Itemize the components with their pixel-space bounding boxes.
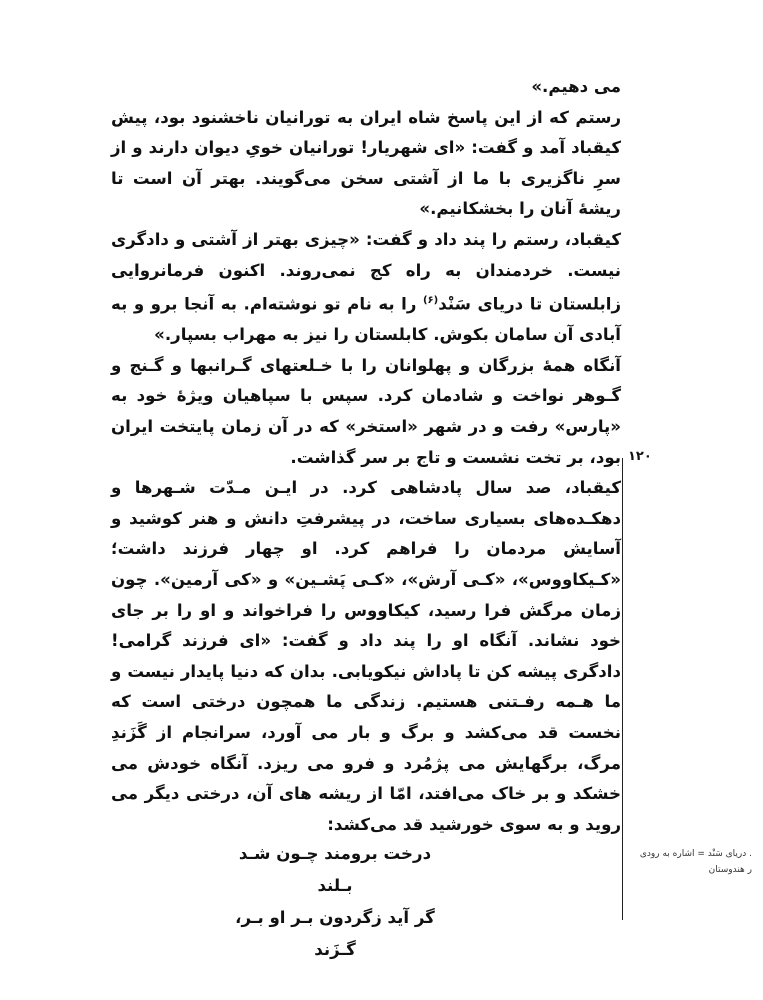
paragraph: آنگاه همهٔ بزرگان و پهلوانان را با خـلعتهای گـرانبها و گـنج و گـوهر نواخت و شادمان کرد. سپس با سپاهیان ویژهٔ خود به «پارس» رفت و در شهر «استخر» که در آن زمان پایتخت ایران بود، بر تخت نشست و تاج بر سر گذاشت. [111,355,621,467]
margin-footnote [632,846,752,878]
main-text [111,72,621,840]
footnote-line: ر هندوستان [708,865,752,875]
paragraph: می دهیم.» [531,77,621,96]
verse-line: گر آید زگردون بـر او بـر، گـزَند [235,908,435,959]
paragraph-text: کیقباد، رستم را پند داد و گفت: «چیزی بهتر از آشتی و دادگری نیست. خردمندان به راه کج نمی‌روند. اکنون فرمانروایی زابلستان تا دریای سَنْد [111,229,622,314]
footnote-reference: (۶) [422,295,439,307]
paragraph: رستم که از این پاسخ شاه ایران به تورانیان ناخشنود بود، پیش کیقباد آمد و گفت: «ای شهریار! تورانیان خویِ دیوان دارند و از سرِ ناگزیری با ما از آشتی سخن می‌گویند. بهتر آن است تا ریشهٔ آنان را بخشکانیم.» [111,107,621,219]
verse-block [220,838,450,966]
footnote-line: . دریای سَنْد = اشاره به رودی [639,849,752,859]
margin-divider [622,458,623,920]
paragraph [111,225,621,351]
page-number: ۱۲۰ [628,449,652,464]
verse-line: درخت برومند چـون شـد بـلند [238,844,432,895]
paragraph-continuation: را به نام تو نوشته‌ام. به آنجا برو و به آبادی آن سامان بکوش. کابلستان را نیز به مهراب بسپار.» [111,294,621,345]
paragraph: کیقباد، صد سال پادشاهی کرد. در ایـن مـدّت شـهرها و دهکـده‌های بسیاری ساخت، در پیشرفتِ دانش و هنر کوشید و آسایش مردمان را فراهم کرد. او چهار فرزند داشت؛ «کـیکاووس»، «کـی آرش»، «کـی پَشـین» و «کی آرمین». چون زمان مرگش فرا رسید، کیکاووس را فراخواند و او را بر جای خود نشاند. آنگاه او را پند داد و گفت: «ای فرزند گرامی! دادگری پیشه کن تا پاداش نیکویابی. بدان که دنیا پایدار نیست و ما هـمه رفـتنی هستیم. زندگی ما همچون درختی است که نخست قد می‌کشد و برگ و بار می آورد، سرانجام از گَزَندِ مرگ، برگهایش می پژمُرد و فرو می ریزد. آنگاه خودش می خشکد و بر خاک می‌افتد، امّا از ریشه های آن، درختی دیگر می روید و به سوی خورشید قد می‌کشد: [111,478,621,834]
